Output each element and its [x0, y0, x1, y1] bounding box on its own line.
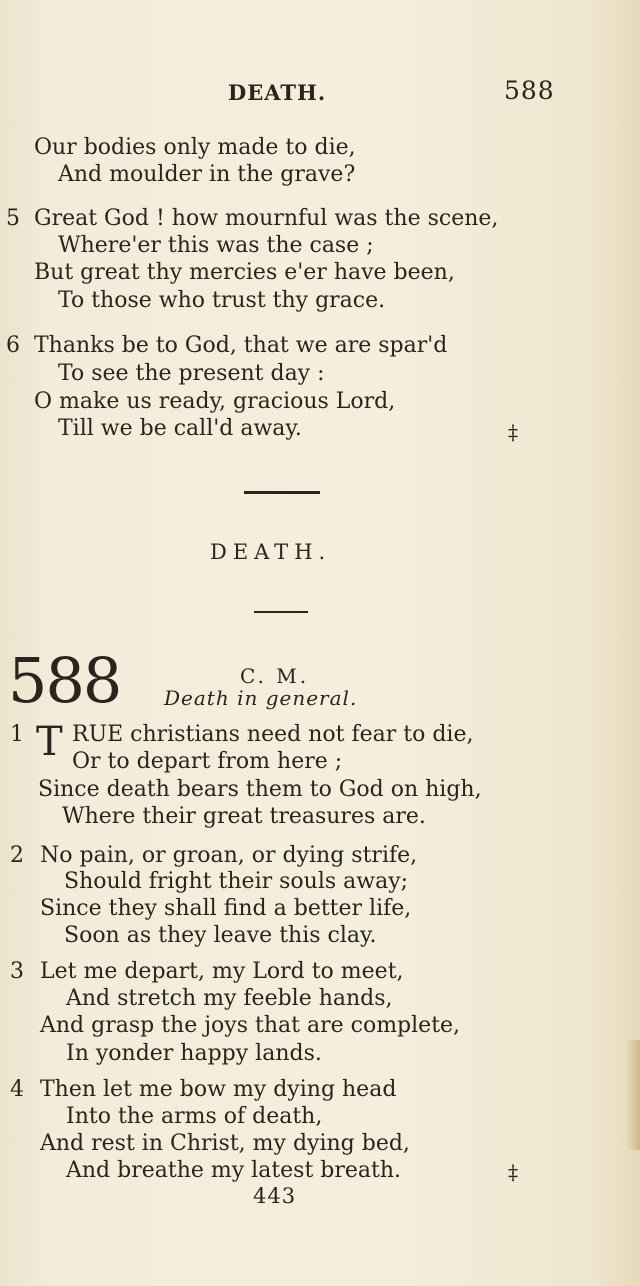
verse-line: Into the arms of death, [66, 1104, 323, 1129]
running-header-title: DEATH. [228, 80, 327, 105]
hymn-subtitle: Death in general. [164, 686, 358, 710]
section-title: DEATH. [210, 540, 332, 564]
hymn-number: 588 [8, 644, 121, 717]
verse-number: 3 [10, 959, 24, 984]
verse-line: RUE christians need not fear to die, [72, 722, 474, 747]
verse-line: Let me depart, my Lord to meet, [40, 959, 404, 984]
page-number: 443 [253, 1184, 297, 1208]
verse-line: Where their great treasures are. [62, 804, 426, 829]
verse-line: To see the present day : [58, 361, 325, 386]
verse-line: No pain, or groan, or dying strife, [40, 843, 418, 868]
page-edge-stain [626, 1040, 640, 1150]
verse-number: 2 [10, 843, 24, 868]
verse-number: 1 [10, 722, 24, 747]
verse-line: And rest in Christ, my dying bed, [40, 1131, 410, 1156]
running-header-hymn-number: 588 [504, 76, 555, 105]
verse-number: 6 [6, 333, 20, 358]
verse-line: And stretch my feeble hands, [66, 986, 393, 1011]
hymn-meter: C. M. [240, 664, 310, 688]
end-mark: ‡ [508, 420, 518, 444]
verse-number: 4 [10, 1077, 24, 1102]
verse-number: 5 [6, 206, 20, 231]
verse-line: Where'er this was the case ; [58, 233, 374, 258]
section-rule [244, 491, 320, 494]
verse-line: To those who trust thy grace. [58, 288, 386, 313]
verse-line: O make us ready, gracious Lord, [34, 389, 396, 414]
verse-line: Or to depart from here ; [72, 749, 343, 774]
verse-line: Should fright their souls away; [64, 869, 409, 894]
verse-line: And breathe my latest breath. [66, 1158, 402, 1183]
verse-line: But great thy mercies e'er have been, [34, 260, 455, 285]
verse-line: Till we be call'd away. [58, 416, 302, 441]
drop-cap: T [36, 719, 63, 765]
verse-line: Then let me bow my dying head [40, 1077, 397, 1102]
verse-line: Since they shall find a better life, [40, 896, 412, 921]
verse-line: Thanks be to God, that we are spar'd [34, 333, 448, 358]
end-mark: ‡ [508, 1160, 518, 1184]
verse-line: Since death bears them to God on high, [38, 777, 482, 802]
verse-line: And grasp the joys that are complete, [40, 1013, 461, 1038]
verse-line: And moulder in the grave? [58, 162, 356, 187]
verse-line: Our bodies only made to die, [34, 135, 356, 160]
section-rule [254, 611, 308, 613]
verse-line: Soon as they leave this clay. [64, 923, 377, 948]
verse-line: In yonder happy lands. [66, 1041, 322, 1066]
verse-line: Great God ! how mournful was the scene, [34, 206, 499, 231]
